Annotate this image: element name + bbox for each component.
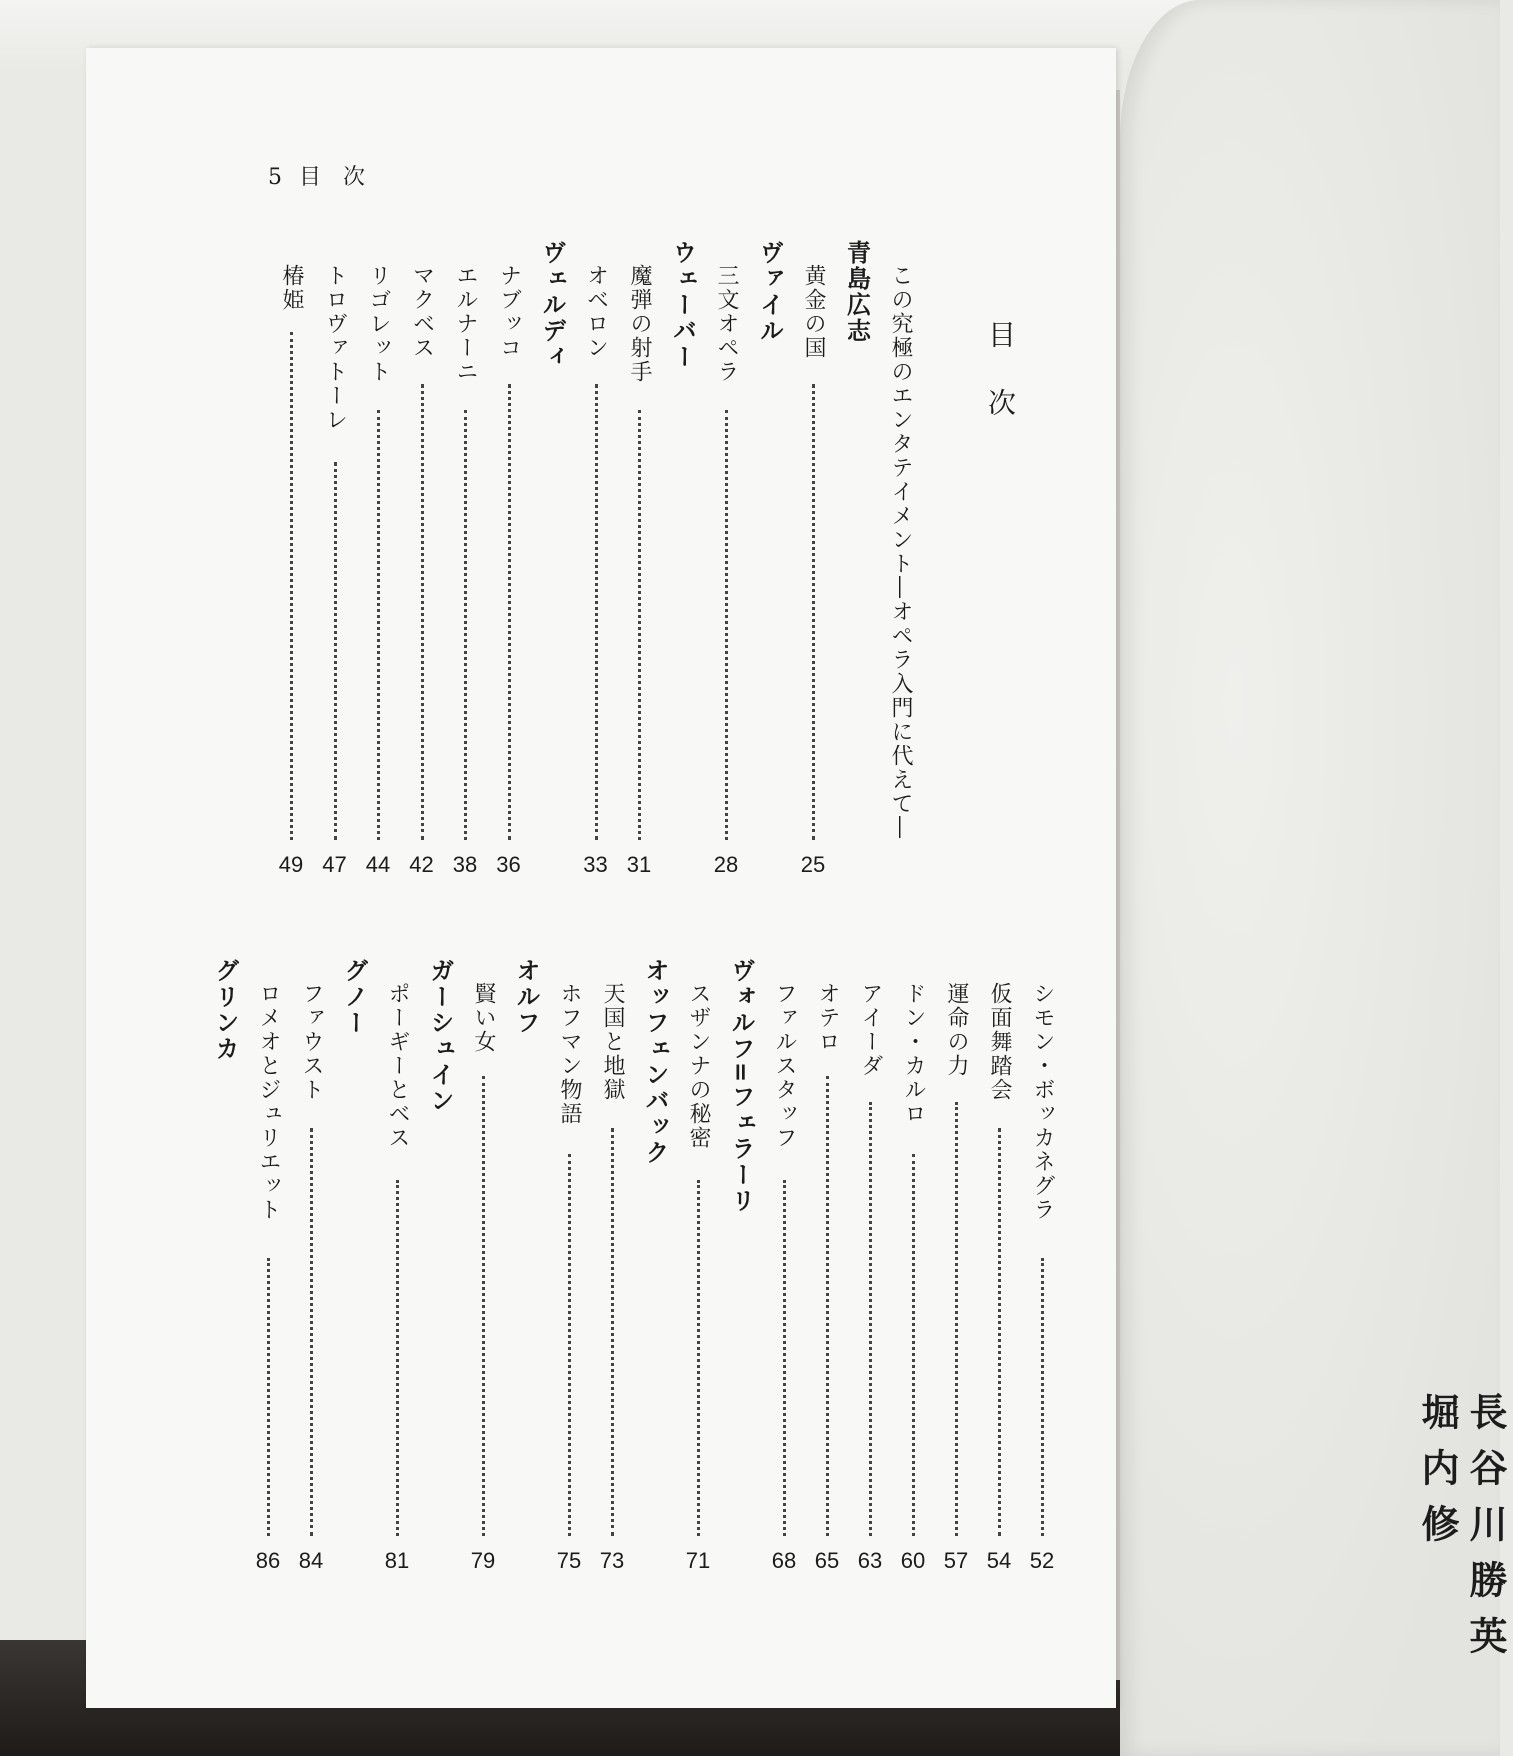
toc-work-entry [463, 958, 503, 1588]
leader-dots [464, 410, 467, 840]
toc-work-entry [377, 958, 417, 1588]
running-head-label: 目 次 [299, 165, 366, 190]
toc-entry-page: 84 [298, 1548, 324, 1573]
toc-entry-page: 63 [857, 1548, 883, 1573]
toc-entry-title: エルナーニ [453, 264, 478, 384]
toc-entry-title: ドン・カルロ [901, 982, 926, 1126]
leader-dots [595, 384, 598, 840]
toc-entry-title: シモン・ボッカネグラ [1030, 982, 1055, 1222]
toc-entry-title: 青島広志 [842, 240, 872, 344]
toc-entry-title: オベロン [583, 264, 609, 360]
toc-entry-title: アイーダ [858, 982, 883, 1078]
toc-composer-entry [635, 958, 675, 1588]
leader-dots [638, 410, 641, 840]
toc-entry-title: 黄金の国 [801, 264, 826, 360]
toc-entry-title: 椿姫 [279, 264, 304, 312]
toc-entry-page: 71 [685, 1548, 711, 1573]
leader-dots [697, 1180, 700, 1536]
editors [1410, 1392, 1508, 1672]
toc-composer-entry [663, 240, 703, 892]
toc-entry-page: 73 [599, 1548, 625, 1573]
toc-entry-page: 36 [496, 852, 521, 877]
toc-entry-title: ヴェルディ [538, 240, 567, 370]
toc-work-entry [979, 958, 1019, 1588]
toc-entry-title: ナブッコ [496, 264, 522, 360]
toc-entry-page: 60 [900, 1548, 926, 1573]
toc-entry-page: 38 [452, 852, 478, 877]
leader-dots [421, 384, 424, 840]
toc-entry-title: 三文オペラ [714, 264, 739, 384]
leader-dots [869, 1102, 872, 1536]
leader-dots [508, 384, 511, 840]
toc-heading: 目次 [984, 320, 1017, 456]
toc-entry-page: 65 [814, 1548, 840, 1573]
toc-entry-title: リゴレット [366, 264, 391, 384]
leader-dots [725, 410, 728, 840]
leader-dots [267, 1258, 270, 1536]
toc-work-entry [807, 958, 847, 1588]
toc-composer-entry [506, 958, 546, 1588]
toc-entry-title: ヴォルフ=フェラーリ [727, 958, 756, 1215]
toc-work-entry [291, 958, 331, 1588]
toc-work-entry [893, 958, 933, 1588]
toc-work-entry [793, 240, 833, 892]
toc-entry-title: グノー [340, 958, 369, 1036]
toc-entry-title: 天国と地獄 [600, 982, 625, 1102]
editor-name: 長谷川勝英 [1463, 1392, 1508, 1672]
toc-work-entry [619, 240, 659, 892]
toc-entry-page: 31 [626, 852, 652, 877]
toc-work-entry [271, 240, 311, 892]
toc-entry-page: 47 [322, 852, 347, 877]
toc-entry-page: 79 [470, 1548, 496, 1573]
toc-entry-title: トロヴァトーレ [322, 264, 348, 432]
toc-work-entry [549, 958, 589, 1588]
toc-work-entry [764, 958, 804, 1588]
toc-work-entry [850, 958, 890, 1588]
toc-entry-page: 28 [713, 852, 739, 877]
toc-work-entry [402, 240, 442, 892]
toc-entry-title: この究極のエンタテイメント―オペラ入門に代えて― [888, 264, 913, 840]
toc-entry-title: ヴァイル [755, 240, 785, 344]
toc-entry-title: ホフマン物語 [557, 982, 582, 1126]
toc-work-entry [678, 958, 718, 1588]
toc-entry-title: ファウスト [299, 982, 324, 1102]
toc-composer-entry [750, 240, 790, 892]
toc-work-entry [1022, 958, 1062, 1588]
toc-entry-page: 42 [409, 852, 434, 877]
leader-dots [377, 410, 380, 840]
toc-composer-entry [205, 958, 245, 1588]
toc-entry-page: 54 [986, 1548, 1012, 1573]
toc-entry-title: ガーシュイン [426, 958, 455, 1114]
toc-composer-entry [721, 958, 761, 1588]
toc-composer-entry [532, 240, 572, 892]
leader-dots [1041, 1258, 1044, 1536]
toc-entry-title: グリンカ [211, 958, 240, 1062]
toc-entry-page: 75 [556, 1548, 582, 1573]
toc-work-entry [358, 240, 398, 892]
leader-dots [396, 1180, 399, 1536]
toc-work-entry [880, 240, 920, 892]
toc-work-entry [445, 240, 485, 892]
toc-entry-title: ウェーバー [668, 240, 698, 370]
toc-work-entry [706, 240, 746, 892]
leader-dots [826, 1076, 829, 1536]
toc-work-entry [592, 958, 632, 1588]
toc-composer-entry [420, 958, 460, 1588]
leader-dots [568, 1154, 571, 1536]
toc-work-entry [248, 958, 288, 1588]
toc-work-entry [576, 240, 616, 892]
toc-entry-page: 68 [771, 1548, 797, 1573]
running-head [268, 160, 375, 191]
toc-entry-title: 賢い女 [471, 982, 496, 1054]
toc-entry-title: マクベス [409, 264, 435, 360]
leader-dots [783, 1180, 786, 1536]
toc-entry-title: 運命の力 [944, 982, 969, 1078]
toc-entry-title: ファルスタッフ [772, 982, 797, 1150]
toc-entry-page: 33 [583, 852, 608, 877]
toc-composer-entry [334, 958, 374, 1588]
toc-entry-title: ポーギーとベス [385, 982, 410, 1150]
leader-dots [812, 384, 815, 840]
toc-work-entry [315, 240, 355, 892]
leader-dots [310, 1128, 313, 1536]
toc-entry-title: スザンナの秘密 [686, 982, 711, 1150]
toc-entry-title: ロメオとジュリエット [256, 982, 281, 1222]
leader-dots [955, 1102, 958, 1536]
toc-entry-page: 49 [278, 852, 304, 877]
toc-entry-page: 44 [365, 852, 391, 877]
leader-dots [482, 1076, 485, 1536]
toc-entry-page: 52 [1029, 1548, 1055, 1573]
toc-composer-entry [837, 240, 877, 892]
toc-entry-page: 25 [800, 852, 826, 877]
toc-entry-title: オテロ [815, 982, 840, 1054]
toc-entry-page: 81 [384, 1548, 410, 1573]
toc-entry-page: 86 [255, 1548, 281, 1573]
page-number: 5 [268, 165, 282, 190]
toc-entry-title: 仮面舞踏会 [987, 982, 1012, 1102]
leader-dots [611, 1128, 614, 1536]
toc-work-entry [936, 958, 976, 1588]
leader-dots [334, 462, 337, 840]
editor-name: 堀内修 [1415, 1392, 1460, 1560]
leader-dots [290, 332, 293, 840]
toc-entry-page: 57 [943, 1548, 969, 1573]
toc-entry-title: オッフェンバック [641, 958, 670, 1166]
toc-work-entry [489, 240, 529, 892]
toc-entry-title: オルフ [512, 958, 541, 1036]
leader-dots [912, 1154, 915, 1536]
leader-dots [998, 1128, 1001, 1536]
toc-entry-title: 魔弾の射手 [627, 264, 652, 384]
